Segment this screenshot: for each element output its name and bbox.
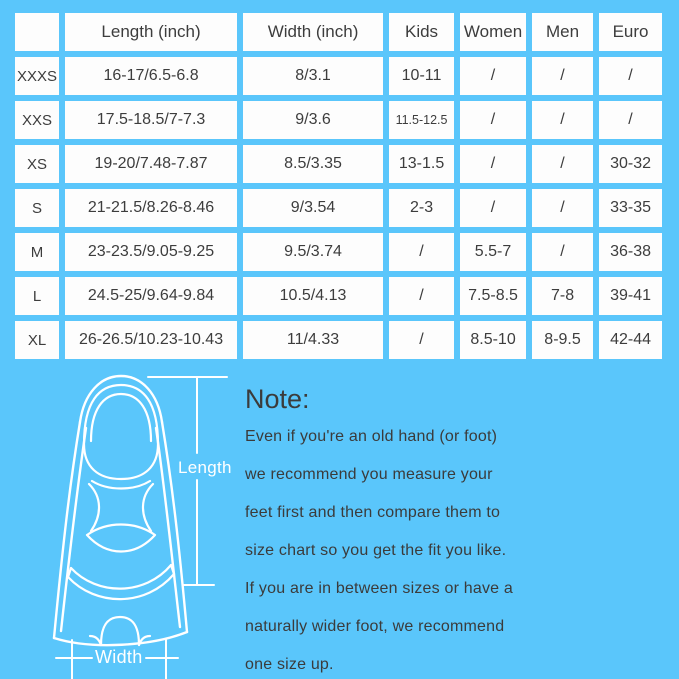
note-title: Note: <box>245 384 310 414</box>
cell-m-men: / <box>532 233 593 271</box>
cell-s-width: 9/3.54 <box>243 189 383 227</box>
cell-l-euro: 39-41 <box>599 277 662 315</box>
cell-s-kids: 2-3 <box>389 189 454 227</box>
cell-l-women: 7.5-8.5 <box>460 277 526 315</box>
size-chart-table <box>9 7 668 365</box>
fin-foot-pocket <box>68 385 174 645</box>
cell-s-length: 21-21.5/8.26-8.46 <box>65 189 237 227</box>
cell-xs-width: 8.5/3.35 <box>243 145 383 183</box>
fin-outline <box>54 376 187 645</box>
size-label-xxxs: XXXS <box>15 57 59 95</box>
header-men: Men <box>532 13 593 51</box>
table-header-row <box>15 13 662 51</box>
width-dimension-label: Width <box>95 647 143 667</box>
cell-xs-women: / <box>460 145 526 183</box>
note-line: If you are in between sizes or have a <box>245 580 513 597</box>
cell-m-women: 5.5-7 <box>460 233 526 271</box>
swim-fin-illustration <box>0 368 240 679</box>
cell-xl-women: 8.5-10 <box>460 321 526 359</box>
cell-xl-euro: 42-44 <box>599 321 662 359</box>
cell-xxs-length: 17.5-18.5/7-7.3 <box>65 101 237 139</box>
cell-xxs-kids: 11.5-12.5 <box>389 101 454 139</box>
table-row-s <box>15 189 662 227</box>
cell-l-width: 10.5/4.13 <box>243 277 383 315</box>
note-body <box>245 418 665 679</box>
size-label-m: M <box>15 233 59 271</box>
cell-l-kids: / <box>389 277 454 315</box>
cell-s-women: / <box>460 189 526 227</box>
length-dimension-label: Length <box>178 458 232 477</box>
table-row-xl <box>15 321 662 359</box>
header-corner-cell <box>15 13 59 51</box>
cell-xxs-euro: / <box>599 101 662 139</box>
table-row-xs <box>15 145 662 183</box>
cell-xs-length: 19-20/7.48-7.87 <box>65 145 237 183</box>
size-label-s: S <box>15 189 59 227</box>
header-length: Length (inch) <box>65 13 237 51</box>
cell-m-kids: / <box>389 233 454 271</box>
cell-xs-men: / <box>532 145 593 183</box>
note-line: size chart so you get the fit you like. <box>245 542 507 559</box>
cell-xxxs-euro: / <box>599 57 662 95</box>
header-width: Width (inch) <box>243 13 383 51</box>
cell-l-length: 24.5-25/9.64-9.84 <box>65 277 237 315</box>
cell-xxxs-width: 8/3.1 <box>243 57 383 95</box>
size-label-l: L <box>15 277 59 315</box>
table-row-xxs <box>15 101 662 139</box>
header-euro: Euro <box>599 13 662 51</box>
cell-s-euro: 33-35 <box>599 189 662 227</box>
cell-l-men: 7-8 <box>532 277 593 315</box>
table-row-m <box>15 233 662 271</box>
header-women: Women <box>460 13 526 51</box>
cell-xxxs-kids: 10-11 <box>389 57 454 95</box>
cell-m-length: 23-23.5/9.05-9.25 <box>65 233 237 271</box>
cell-xl-width: 11/4.33 <box>243 321 383 359</box>
note-section <box>245 382 665 679</box>
size-label-xl: XL <box>15 321 59 359</box>
note-line: one size up. <box>245 656 334 673</box>
table-row-l <box>15 277 662 315</box>
size-label-xxs: XXS <box>15 101 59 139</box>
cell-xxs-width: 9/3.6 <box>243 101 383 139</box>
note-line: Even if you're an old hand (or foot) <box>245 428 498 445</box>
note-line: we recommend you measure your <box>245 466 493 483</box>
note-line: naturally wider foot, we recommend <box>245 618 505 635</box>
cell-m-euro: 36-38 <box>599 233 662 271</box>
note-line: feet first and then compare them to <box>245 504 501 521</box>
cell-xxs-men: / <box>532 101 593 139</box>
size-label-xs: XS <box>15 145 59 183</box>
table-row-xxxs <box>15 57 662 95</box>
cell-m-width: 9.5/3.74 <box>243 233 383 271</box>
cell-xl-men: 8-9.5 <box>532 321 593 359</box>
cell-xxxs-length: 16-17/6.5-6.8 <box>65 57 237 95</box>
header-kids: Kids <box>389 13 454 51</box>
cell-xl-length: 26-26.5/10.23-10.43 <box>65 321 237 359</box>
cell-s-men: / <box>532 189 593 227</box>
cell-xs-euro: 30-32 <box>599 145 662 183</box>
cell-xxs-women: / <box>460 101 526 139</box>
cell-xs-kids: 13-1.5 <box>389 145 454 183</box>
cell-xxxs-women: / <box>460 57 526 95</box>
cell-xxxs-men: / <box>532 57 593 95</box>
cell-xl-kids: / <box>389 321 454 359</box>
